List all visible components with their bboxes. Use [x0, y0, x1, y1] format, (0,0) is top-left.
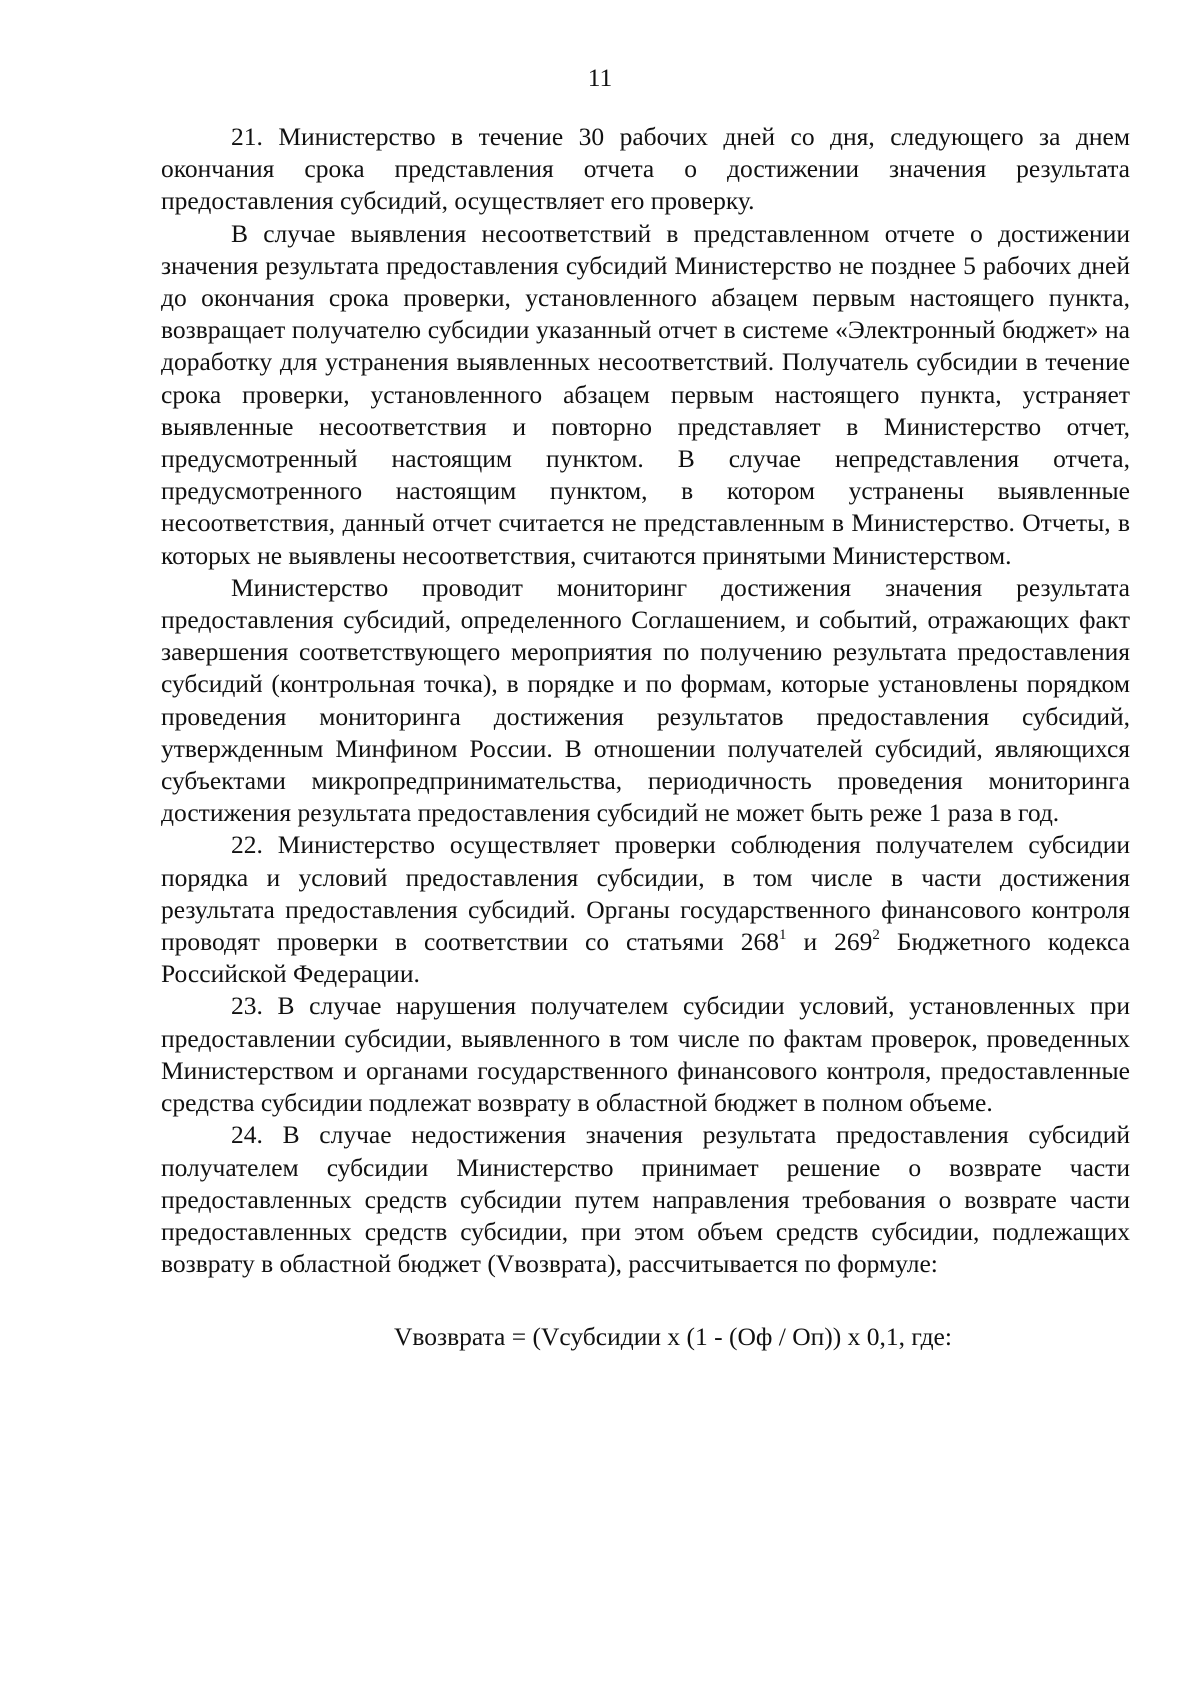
document-body [161, 121, 1130, 1354]
page-number: 11 [587, 63, 613, 92]
paragraph-21-monitoring: Министерство проводит мониторинг достижения значения результата предоставления субсидий, определенного Соглашением, и событий, отражающих факт завершения соответствующего мероприятия по получению результата предоставления субсидий (контрольная точка), в порядке и по формам, которые установлены порядком проведения мониторинга достижения результатов предоставления субсидий, утвержденным Минфином России. В отношении получателей субсидий, являющихся субъектами микропредпринимательства, периодичность проведения мониторинга достижения результата предоставления субсидий не может быть реже 1 раза в год. [161, 572, 1130, 828]
paragraph-22-text-middle: и 269 [786, 927, 873, 957]
paragraph-21-nonconformities: В случае выявления несоответствий в представленном отчете о достижении значения результата предоставления субсидий Министерство не позднее 5 рабочих дней до окончания срока проверки, установленного абзацем первым настоящего пункта, возвращает получателю субсидии указанный отчет в системе «Электронный бюджет» на доработку для устранения выявленных несоответствий. Получатель субсидии в течение срока проверки, установленного абзацем первым настоящего пункта, устраняет выявленные несоответствия и повторно представляет в Министерство отчет, предусмотренный настоящим пунктом. В случае непредставления отчета, предусмотренного настоящим пунктом, в котором устранены выявленные несоответствия, данный отчет считается не представленным в Министерство. Отчеты, в которых не выявлены несоответствия, считаются принятыми Министерством. [161, 218, 1130, 570]
paragraph-22-text-after: Бюджетного кодекса Российской Федерации. [161, 927, 1130, 989]
paragraph-22-text-before: 22. Министерство осуществляет проверки соблюдения получателем субсидии порядка и условий предоставления субсидии, в том числе в части достижения результата предоставления субсидий. Органы государственного финансового контроля проводят проверки в соответствии со статьями 268 [161, 830, 1130, 957]
paragraph-23: 23. В случае нарушения получателем субсидии условий, установленных при предоставлении субсидии, выявленного в том числе по фактам проверок, проведенных Министерством и органами государственного финансового контроля, предоставленные средства субсидии подлежат возврату в областной бюджет в полном объеме. [161, 991, 1130, 1118]
superscript-article-268: 1 [779, 927, 787, 944]
refund-formula: Vвозврата = (Vсубсидии x (1 - (Оф / Оп)) x 0,1, где: [394, 1322, 952, 1352]
superscript-article-269: 2 [872, 927, 880, 944]
paragraph-22 [161, 829, 1130, 990]
paragraph-24: 24. В случае недостижения значения результата предоставления субсидий получателем субсидии Министерство принимает решение о возврате части предоставленных средств субсидии путем направления требования о возврате части предоставленных средств субсидии, при этом объем средств субсидии, подлежащих возврату в областной бюджет (Vвозврата), рассчитывается по формуле: [161, 1120, 1130, 1279]
paragraph-21: 21. Министерство в течение 30 рабочих дней со дня, следующего за днем окончания срока представления отчета о достижении значения результата предоставления субсидий, осуществляет его проверку. [161, 122, 1130, 216]
